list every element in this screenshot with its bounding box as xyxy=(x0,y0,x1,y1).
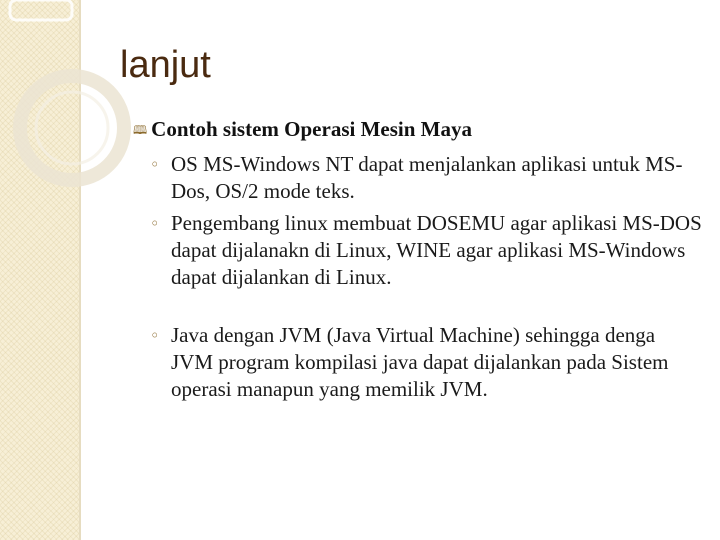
heading-bullet-line xyxy=(133,117,472,142)
list-item xyxy=(150,322,702,403)
list-item-text: Pengembang linux membuat DOSEMU agar aplikasi MS-DOS dapat dijalanakn di Linux, WINE agar aplikasi MS-Windows dapat dijalankan di Linux. xyxy=(171,211,702,289)
circle-bullet-icon: ◦ xyxy=(150,155,160,174)
slide-title: lanjut xyxy=(120,44,211,86)
list-item-text: Java dengan JVM (Java Virtual Machine) sehingga denga JVM program kompilasi java dapat dijalankan pada Sistem operasi manapun yang memilik JVM. xyxy=(171,323,669,401)
list-item xyxy=(150,210,702,291)
book-bullet-icon: 🕮 xyxy=(133,123,148,137)
list-item-text: OS MS-Windows NT dapat menjalankan aplikasi untuk MS-Dos, OS/2 mode teks. xyxy=(171,152,683,203)
circle-bullet-icon: ◦ xyxy=(150,214,160,233)
heading-text: Contoh sistem Operasi Mesin Maya xyxy=(151,117,472,141)
list-item xyxy=(150,151,702,205)
circle-bullet-icon: ◦ xyxy=(150,326,160,345)
decorative-rings-graphic xyxy=(0,0,150,200)
